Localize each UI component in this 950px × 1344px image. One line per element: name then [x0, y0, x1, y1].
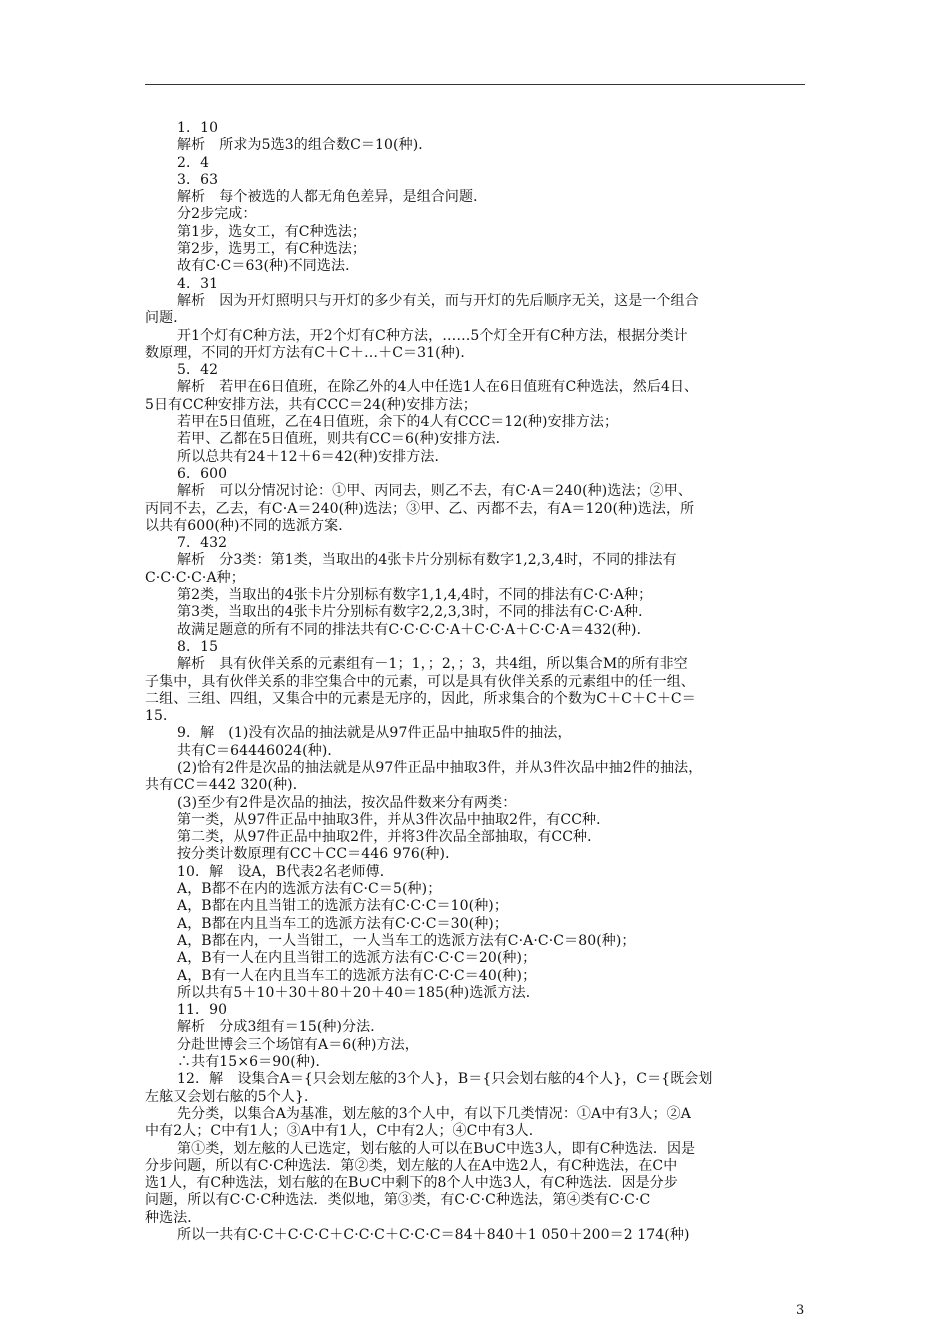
text-line: 解析 具有伙伴关系的元素组有－1；1，；2，；3，共4组，所以集合M的所有非空 — [177, 656, 688, 673]
text-line: 15． — [145, 708, 178, 725]
text-line: 所以总共有24＋12＋6＝42(种)安排方法． — [177, 448, 449, 465]
text-line: 第①类，划左舷的人已选定，划右舷的人可以在B∪C中选3人，即有C种选法．因是 — [177, 1140, 696, 1157]
text-line: 解析 所求为5选3的组合数C＝10(种)． — [177, 137, 433, 154]
text-line: 先分类，以集合A为基准，划左舷的3个人中，有以下几类情况：①A中有3人；②A — [177, 1105, 691, 1122]
text-line: 第3类，当取出的4张卡片分别标有数字2,2,3,3时，不同的排法有C·C·A种． — [177, 604, 653, 621]
text-line: 按分类计数原理有CC＋CC＝446 976(种)． — [177, 846, 460, 863]
text-line: 解析 分3类：第1类，当取出的4张卡片分别标有数字1,2,3,4时，不同的排法有 — [177, 552, 677, 569]
text-line: 第一类，从97件正品中抽取3件，并从3件次品中抽取2件，有CC种． — [177, 811, 611, 828]
text-line: 二组、三组、四组，又集合中的元素是无序的，因此，所求集合的个数为C＋C＋C＋C＝ — [145, 690, 696, 707]
text-line: 12．解 设集合A＝{只会划左舷的3个人}，B＝{只会划右舷的4个人}，C＝{既会划 — [177, 1071, 713, 1088]
text-line: 5日有CC种安排方法，共有CCC＝24(种)安排方法； — [145, 396, 477, 413]
text-line: 7．432 — [177, 535, 228, 552]
text-line: 中有2人；C中有1人；③A中有1人，C中有2人；④C中有3人． — [145, 1123, 543, 1140]
text-line: (3)至少有2件是次品的抽法，按次品件数来分有两类： — [177, 794, 517, 811]
solution-text — [145, 120, 810, 1244]
text-line: 分赴世博会三个场馆有A＝6(种)方法， — [177, 1036, 419, 1053]
text-line: 解析 因为开灯照明只与开灯的多少有关，而与开灯的先后顺序无关，这是一个组合 — [177, 292, 699, 309]
text-line: 若甲、乙都在5日值班，则共有CC＝6(种)安排方法． — [177, 431, 510, 448]
text-line: 第二类，从97件正品中抽取2件，并将3件次品全部抽取，有CC种． — [177, 829, 602, 846]
text-line: 左舷又会划右舷的5个人}． — [145, 1088, 319, 1105]
text-line: 第1步，选女工，有C种选法； — [177, 223, 367, 240]
text-line: 丙同不去，乙去，有C·A＝240(种)选法；③甲、乙、丙都不去，有A＝120(种)选法，所 — [145, 500, 695, 517]
text-line: A，B有一人在内且当钳工的选派方法有C·C·C＝20(种)； — [177, 950, 537, 967]
text-line: 共有C＝64446024(种)． — [177, 742, 342, 759]
text-line: 解析 可以分情况讨论：①甲、丙同去，则乙不去，有C·A＝240(种)选法；②甲、 — [177, 483, 692, 500]
text-line: 若甲在5日值班，乙在4日值班，余下的4人有CCC＝12(种)安排方法； — [177, 414, 619, 431]
text-line: 4．31 — [177, 275, 219, 292]
text-line: 8．15 — [177, 638, 219, 655]
text-line: 解析 每个被选的人都无角色差异，是组合问题． — [177, 189, 488, 206]
text-line: 9．解 (1)没有次品的抽法就是从97件正品中抽取5件的抽法， — [177, 725, 572, 742]
text-line: 问题． — [145, 310, 188, 327]
text-line: A，B都在内，一人当钳工，一人当车工的选派方法有C·A·C·C＝80(种)； — [177, 932, 636, 949]
text-line: 分步问题，所以有C·C种选法．第②类，划左舷的人在A中选2人，有C种选法，在C中 — [145, 1157, 678, 1174]
text-line: 所以一共有C·C＋C·C·C＋C·C·C＋C·C·C＝84＋840＋1 050＋200＝2 174(种) — [177, 1227, 690, 1243]
text-line: 解析 分成3组有＝15(种)分法． — [177, 1019, 385, 1036]
text-line: 所以共有5＋10＋30＋80＋20＋40＝185(种)选派方法． — [177, 984, 540, 1001]
text-line: 以共有600(种)不同的选派方案． — [145, 517, 353, 534]
text-line: 数原理，不同的开灯方法有C＋C＋…＋C＝31(种)． — [145, 344, 475, 361]
text-line: 1．10 — [177, 120, 219, 136]
page-number: 3 — [796, 1303, 805, 1318]
text-line: 解析 若甲在6日值班，在除乙外的4人中任选1人在6日值班有C种选法，然后4日、 — [177, 379, 699, 396]
text-line: A，B都在内且当钳工的选派方法有C·C·C＝10(种)； — [177, 898, 508, 915]
text-line: 6．600 — [177, 465, 228, 482]
text-line: 分2步完成： — [177, 206, 257, 223]
text-line: A，B都不在内的选派方法有C·C＝5(种)； — [177, 881, 442, 898]
text-line: 问题，所以有C·C·C种选法．类似地，第③类，有C·C·C种选法，第④类有C·C·C — [145, 1192, 651, 1209]
text-line: C·C·C·C·A种； — [145, 569, 245, 586]
text-line: 第2步，选男工，有C种选法； — [177, 241, 367, 258]
text-line: 选1人，有C种选法，划右舷的在B∪C中剩下的8个人中选3人，有C种选法．因是分步 — [145, 1175, 678, 1192]
text-line: 故满足题意的所有不同的排法共有C·C·C·C·A＋C·C·A＋C·C·A＝432(种)． — [177, 621, 651, 638]
text-line: 2．4 — [177, 154, 210, 171]
text-line: A，B有一人在内且当车工的选派方法有C·C·C＝40(种)； — [177, 967, 537, 984]
text-line: A，B都在内且当车工的选派方法有C·C·C＝30(种)； — [177, 915, 508, 932]
text-line: 种选法． — [145, 1209, 202, 1226]
text-line: 开1个灯有C种方法，开2个灯有C种方法，……5个灯全开有C种方法，根据分类计 — [177, 327, 688, 344]
text-line: ∴共有15×6＝90(种)． — [177, 1054, 330, 1071]
text-line: 5．42 — [177, 362, 219, 379]
text-line: 故有C·C＝63(种)不同选法． — [177, 258, 360, 275]
text-line: 3．63 — [177, 171, 219, 188]
text-line: 11．90 — [177, 1002, 228, 1019]
text-line: (2)恰有2件是次品的抽法就是从97件正品中抽取3件，并从3件次品中抽2件的抽法， — [177, 759, 703, 776]
text-line: 第2类，当取出的4张卡片分别标有数字1,1,4,4时，不同的排法有C·C·A种； — [177, 587, 653, 604]
text-line: 子集中，具有伙伴关系的非空集合中的元素，可以是具有伙伴关系的元素组中的任一组、 — [145, 673, 695, 690]
header-rule — [145, 84, 805, 85]
text-line: 共有CC＝442 320(种)． — [145, 777, 307, 794]
text-line: 10．解 设A，B代表2名老师傅． — [177, 863, 394, 880]
